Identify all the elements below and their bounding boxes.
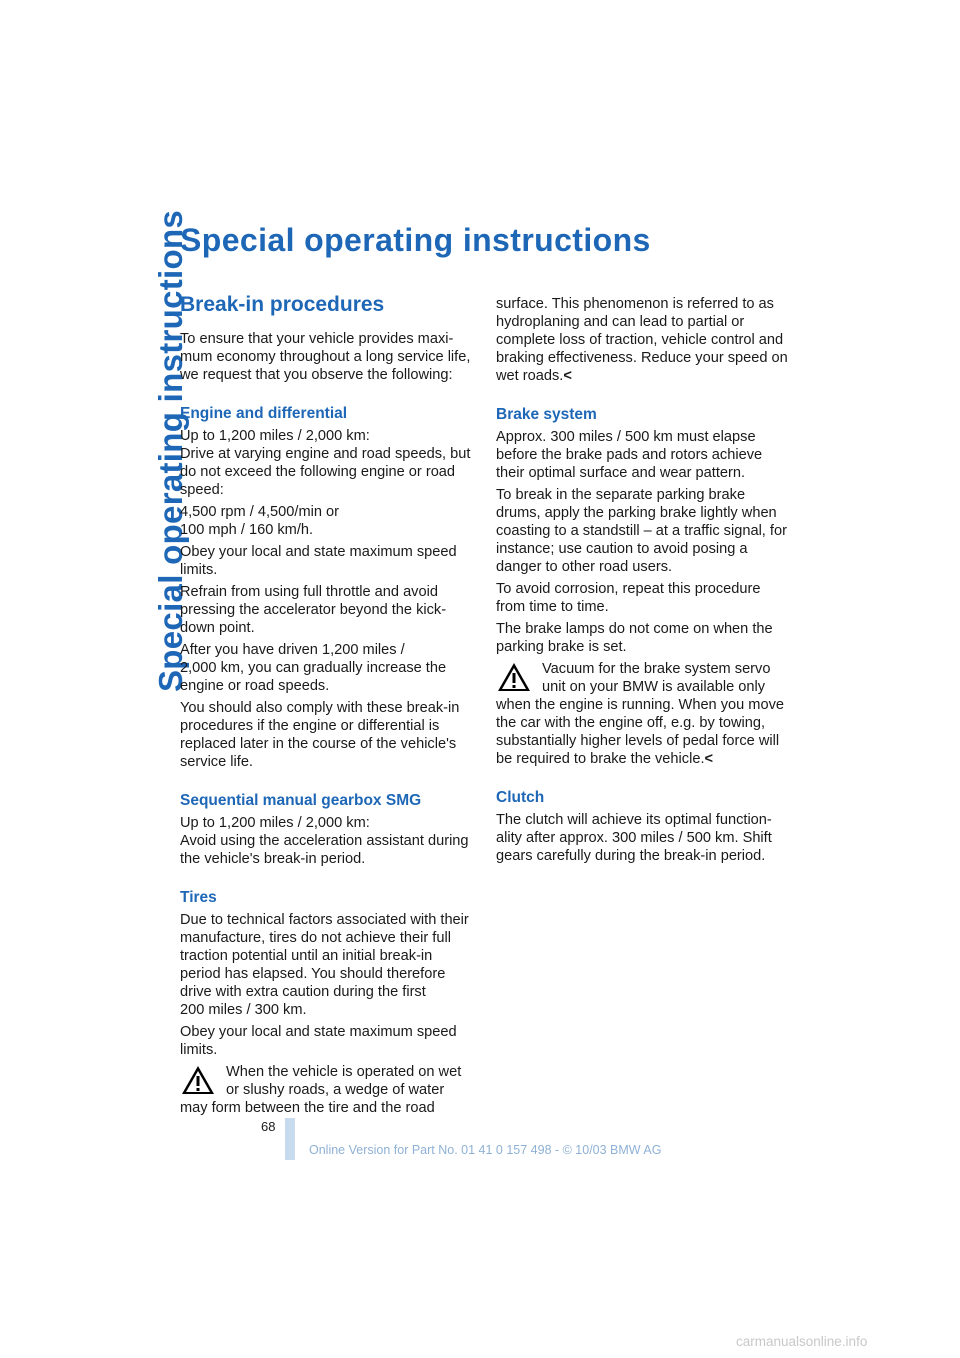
- engine-paragraph-1: Up to 1,200 miles / 2,000 km: Drive at varying engine and road speeds, but do not exceed the following engine or road speed:: [180, 428, 471, 498]
- brake-paragraph-1: Approx. 300 miles / 500 km must elapse before the brake pads and rotors achieve their optimal surface and wear pattern.: [496, 429, 763, 481]
- page-title: Special operating instructions: [180, 222, 651, 258]
- tires-paragraph-1: Due to technical factors associated with their manufacture, tires do not achieve their full traction potential until an initial break-in period has elapsed. You should therefore drive with extra caution during the first 200 miles / 300 km.: [180, 912, 469, 1018]
- brake-paragraph-3: To avoid corrosion, repeat this procedure from time to time.: [496, 581, 761, 615]
- watermark: carmanualsonline.info: [736, 1334, 868, 1349]
- tires-warning: When the vehicle is operated on wet or slushy roads, a wedge of water may form between the tire and the road: [180, 1064, 462, 1116]
- brake-paragraph-2: To break in the separate parking brake drums, apply the parking brake lightly when coasting to a standstill – at a traffic signal, for instance; use caution to avoid posing a danger to other road users.: [496, 487, 787, 575]
- right-column: [496, 295, 791, 869]
- clutch-section: [496, 788, 791, 865]
- hydroplaning-paragraph: surface. This phenomenon is referred to as hydroplaning and can lead to partial or complete loss of traction, vehicle control and braking effectiveness. Reduce your speed on wet roads.<: [496, 296, 788, 384]
- end-mark: <: [704, 751, 714, 767]
- brake-heading: Brake system: [496, 406, 597, 423]
- engine-paragraph-3: Obey your local and state maximum speed limits.: [180, 544, 457, 578]
- left-column: [180, 292, 475, 1121]
- footer-text: Online Version for Part No. 01 41 0 157 498 - © 10/03 BMW AG: [309, 1143, 662, 1157]
- warning-triangle-icon: [496, 660, 532, 694]
- clutch-heading: Clutch: [496, 789, 545, 806]
- page-number: 68: [261, 1119, 276, 1134]
- engine-paragraph-4: Refrain from using full throttle and avoid pressing the accelerator beyond the kickdown point.: [180, 584, 447, 636]
- engine-heading: Engine and differential: [180, 405, 348, 422]
- tires-section: [180, 888, 475, 1117]
- smg-section: [180, 791, 475, 868]
- smg-paragraph-1: Up to 1,200 miles / 2,000 km: Avoid using the acceleration assistant during the vehicle's break-in period.: [180, 815, 469, 867]
- engine-section: [180, 404, 475, 771]
- tires-heading: Tires: [180, 889, 217, 906]
- section-heading-break-in: Break-in procedures: [180, 293, 385, 316]
- smg-heading: Sequential manual gearbox SMG: [180, 792, 422, 809]
- engine-paragraph-2: 4,500 rpm / 4,500/min or 100 mph / 160 km/h.: [180, 504, 339, 538]
- engine-paragraph-6: You should also comply with these break-in procedures if the engine or differential is replaced later in the course of the vehicle's service life.: [180, 700, 460, 770]
- end-mark: <: [563, 368, 572, 384]
- intro-paragraph: To ensure that your vehicle provides maximum economy throughout a long service life, we request that you observe the following:: [180, 331, 471, 383]
- side-section-title: Special operating instructions: [152, 209, 189, 692]
- footer-bar: [285, 1118, 295, 1160]
- brake-paragraph-4: The brake lamps do not come on when the parking brake is set.: [496, 621, 773, 655]
- engine-paragraph-5: After you have driven 1,200 miles / 2,000 km, you can gradually increase the engine or road speeds.: [180, 642, 447, 694]
- brake-section: [496, 405, 791, 768]
- clutch-paragraph-1: The clutch will achieve its optimal functionality after approx. 300 miles / 500 km. Shift gears carefully during the break-in period.: [496, 812, 772, 864]
- tires-paragraph-2: Obey your local and state maximum speed limits.: [180, 1024, 457, 1058]
- warning-triangle-icon: [180, 1063, 216, 1097]
- brake-warning: Vacuum for the brake system servo unit on your BMW is available only when the engine is running. When you move the car with the engine off, e.g. by towing, substantially higher levels of pedal force will be required to brake the vehicle.<: [496, 661, 784, 767]
